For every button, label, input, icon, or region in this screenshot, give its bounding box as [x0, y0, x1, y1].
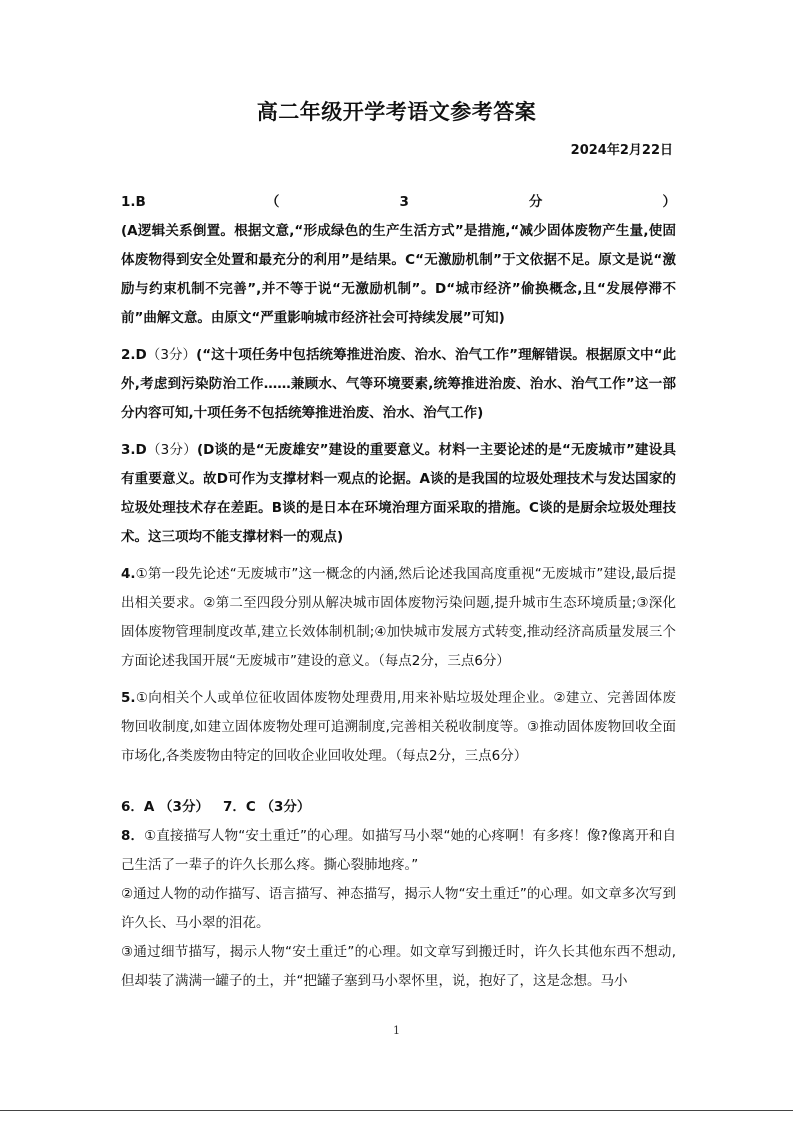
answer-8-point-3: ③通过细节描写，揭示人物“安土重迁”的心理。如文章写到搬迁时，许久长其他东西不想动,但却装了满满一罐子的土，并“把罐子塞到马小翠怀里，说，抱好了，这是念想。马小	[121, 944, 676, 989]
answer-2-score: （3分）	[146, 347, 197, 363]
answer-2	[121, 341, 676, 428]
answer-7-score: （3分）	[260, 799, 311, 815]
answer-5	[121, 684, 676, 771]
page-number: 1	[393, 1024, 400, 1037]
answer-8-point-1	[121, 822, 676, 880]
answer-4-scoring: （每点2分，三点6分）	[378, 653, 510, 669]
answer-3-explanation: (D谈的是“无废雄安”建设的重要意义。材料一主要论述的是“无废城市”建设具有重要意义。故D可作为支撑材料一观点的论据。A谈的是我国的垃圾处理技术与发达国家的垃圾处理技术存在差距。B谈的是日本在环境治理方面采取的措施。C谈的是厨余垃圾处理技术。这三项均不能支撑材料一的观点)	[121, 442, 677, 545]
exam-date: 2024年2月22日	[570, 143, 673, 158]
answer-1-explanation: (A逻辑关系倒置。根据文意,“形成绿色的生产生活方式”是措施,“减少固体废物产生量,使固体废物得到安全处置和最充分的利用”是结果。C“无激励机制”于文依据不足。原文是说“激励与约束机制不完善”,并不等于说“无激励机制”。D“城市经济”偷换概念,且“发展停滞不前”曲解文意。由原文“严重影响城市经济社会可持续发展”可知)	[121, 223, 676, 326]
answer-1-unit: 分	[528, 194, 543, 210]
answers-6-7	[121, 793, 676, 822]
answer-5-scoring: （每点2分，三点6分）	[395, 748, 528, 764]
answer-3-number: 3.D	[121, 442, 147, 458]
answer-8-number: 8．	[121, 828, 145, 844]
answer-3-score: （3分）	[146, 442, 197, 458]
page-bottom-divider	[0, 1110, 793, 1111]
answer-4	[121, 560, 676, 676]
answer-2-explanation: (“这十项任务中包括统筹推进治废、治水、治气工作”理解错误。根据原文中“此外,考虑到污染防治工作……兼顾水、气等环境要素,统筹推进治废、治水、治气工作”这一部分内容可知,十项任务不包括统筹推进治废、治水、治气工作)	[121, 347, 676, 421]
answer-5-text: ①向相关个人或单位征收固体废物处理费用,用来补贴垃圾处理企业。②建立、完善固体废物回收制度,如建立固体废物处理可追溯制度,完善相关税收制度等。③推动固体废物回收全面市场化,各类废物由特定的回收企业回收处理。	[121, 690, 676, 764]
answer-5-number: 5.	[121, 690, 136, 706]
answer-8-text-1: ①直接描写人物“安土重迁”的心理。如描写马小翠“她的心疼啊！有多疼！像?像离开和自己生活了一辈子的许久长那么疼。撕心裂肺地疼。”	[121, 828, 676, 873]
page-title: 高二年级开学考语文参考答案	[256, 100, 537, 124]
answer-7-number: 7．C	[222, 799, 256, 815]
answer-1-header	[121, 188, 676, 217]
answer-1-paren-close: ）	[662, 194, 676, 210]
answer-content	[121, 188, 676, 996]
answer-3	[121, 436, 676, 552]
answer-6-score: （3分）	[159, 799, 209, 815]
answer-2-number: 2.D	[121, 347, 147, 363]
answer-4-text: ①第一段先论述“无废城市”这一概念的内涵,然后论述我国高度重视“无废城市”建设,最后提出相关要求。②第二至四段分别从解决城市固体废物污染问题,提升城市生态环境质量;③深化固体废物管理制度改革,建立长效体制机制;④加快城市发展方式转变,推动经济高质量发展三个方面论述我国开展“无废城市”建设的意义。	[121, 566, 676, 669]
answer-1-score: 3	[399, 194, 409, 210]
answer-6-number: 6．A	[121, 799, 155, 815]
answer-1-number: 1.B	[121, 194, 146, 210]
answer-1-paren-open: （	[265, 194, 280, 210]
answer-4-number: 4.	[121, 566, 136, 582]
answer-8-point-2: ②通过人物的动作描写、语言描写、神态描写，揭示人物“安土重迁”的心理。如文章多次写到许久长、马小翠的泪花。	[121, 886, 676, 931]
